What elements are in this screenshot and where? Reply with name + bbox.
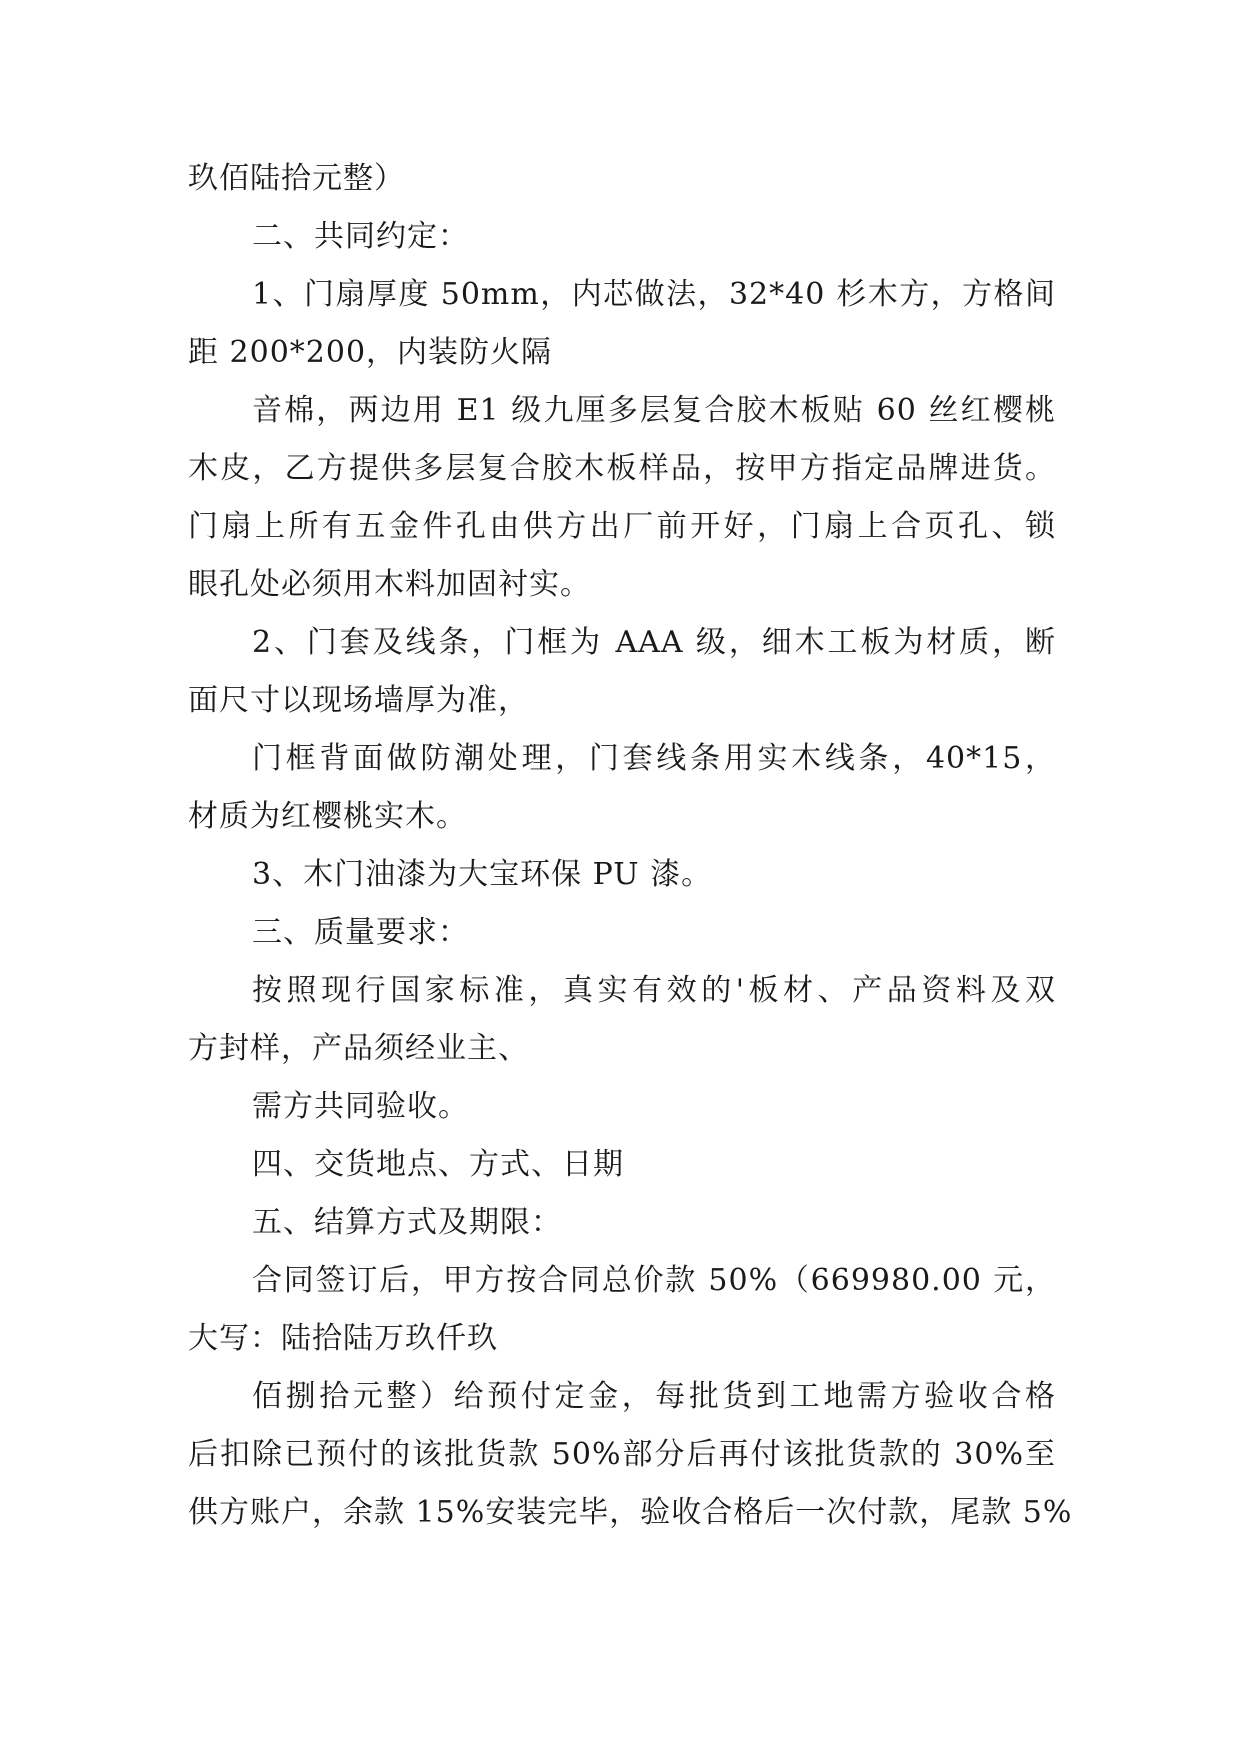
text-line: 2、门套及线条，门框为 AAA 级，细木工板为材质，断 <box>252 625 1056 660</box>
text-line: 佰捌拾元整）给预付定金，每批货到工地需方验收合格 <box>252 1379 1056 1414</box>
document-page <box>188 150 1073 1542</box>
section-heading: 三、质量要求： <box>252 915 469 950</box>
text-line: 材质为红樱桃实木。 <box>188 799 467 834</box>
text-line: 眼孔处必须用木料加固衬实。 <box>188 567 591 602</box>
text-line: 方封样，产品须经业主、 <box>188 1031 529 1066</box>
text-line: 供方账户，余款 15%安装完毕，验收合格后一次付款，尾款 5% <box>188 1495 1073 1530</box>
text-line: 3、木门油漆为大宝环保 PU 漆。 <box>252 857 713 892</box>
section-heading: 五、结算方式及期限： <box>252 1205 562 1240</box>
text-line: 距 200*200，内装防火隔 <box>188 335 553 370</box>
text-line: 玖佰陆拾元整） <box>188 161 405 196</box>
text-line: 后扣除已预付的该批货款 50%部分后再付该批货款的 30%至 <box>188 1437 1056 1472</box>
text-line: 门扇上所有五金件孔由供方出厂前开好，门扇上合页孔、锁 <box>188 509 1056 544</box>
text-line: 面尺寸以现场墙厚为准， <box>188 683 529 718</box>
text-line: 合同签订后，甲方按合同总价款 50%（669980.00 元， <box>252 1263 1056 1298</box>
section-heading: 二、共同约定： <box>252 219 469 254</box>
text-line: 需方共同验收。 <box>252 1089 469 1124</box>
text-line: 按照现行国家标准，真实有效的'板材、产品资料及双 <box>252 973 1056 1008</box>
text-line: 大写：陆拾陆万玖仟玖 <box>188 1321 498 1356</box>
text-line: 1、门扇厚度 50mm，内芯做法，32*40 杉木方，方格间 <box>252 277 1056 312</box>
text-line: 木皮，乙方提供多层复合胶木板样品，按甲方指定品牌进货。 <box>188 451 1056 486</box>
text-line: 门框背面做防潮处理，门套线条用实木线条，40*15， <box>252 741 1056 776</box>
text-line: 音棉，两边用 E1 级九厘多层复合胶木板贴 60 丝红樱桃 <box>252 393 1056 428</box>
section-heading: 四、交货地点、方式、日期 <box>252 1147 624 1182</box>
